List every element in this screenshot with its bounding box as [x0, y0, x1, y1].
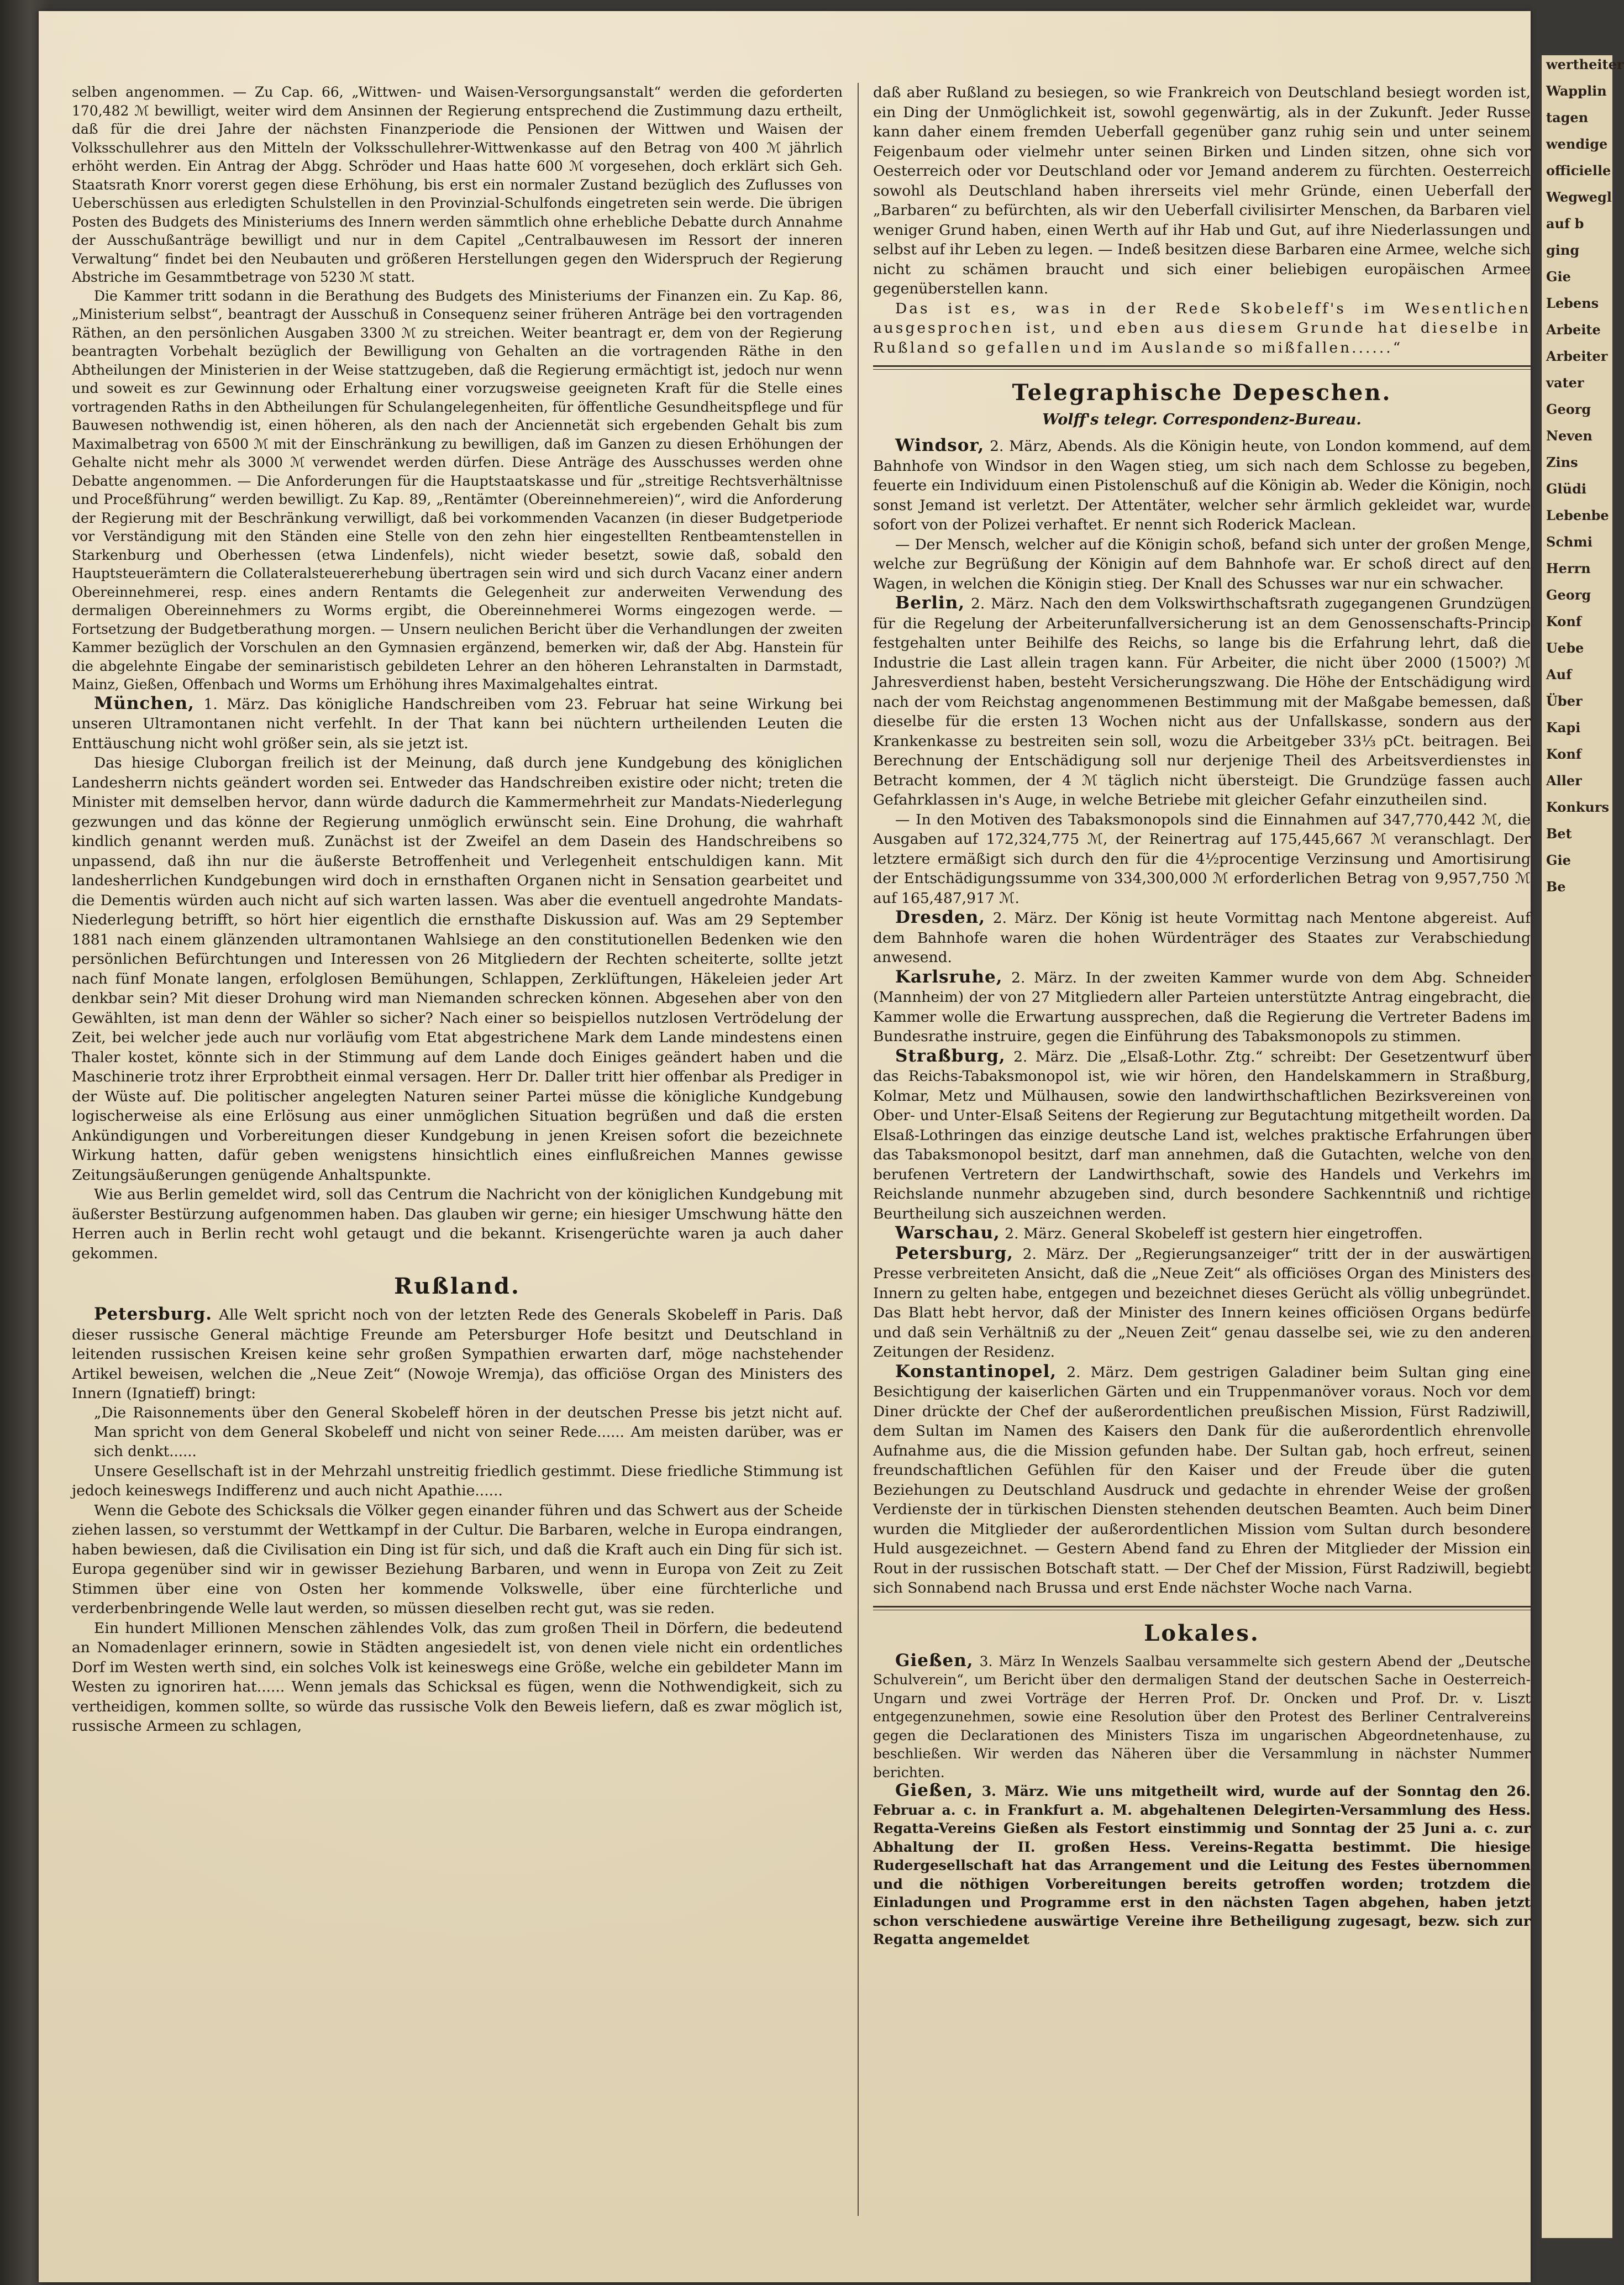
dateline-petersburg-2: Petersburg,: [895, 1243, 1014, 1263]
berlin-dispatch: [873, 593, 1531, 810]
muenchen-paragraph-2: Das hiesige Cluborgan freilich ist der Meinung, daß durch jene Kundgebung des königlichen Landesherrn nichts geändert worden sei. Entweder das Handschreiben existire oder nicht; treten die Minister mit demselben hervor, dann würde dadurch die Kammermehrheit zur Mandats-Niederlegung gezwungen und das könne der Regierung unmöglich erwünscht sein. Eine Drohung, die wahrhaft kindlich genannt werden muß. Zunächst ist der Zweifel an dem Dasein des Handschreibens so unpassend, daß ihn nur die äußerste Betroffenheit und Verlegenheit entschuldigen kann. Mit landesherrlichen Kundgebungen wird doch in ernsthaften Organen nicht in Sensation gearbeitet und die Dementis würden auch nicht auf sich warten lassen. Was aber die eventuell angedrohte Mandats-Niederlegung betrifft, so hört hier eigentlich die ernsthafte Diskussion auf. Was am 29 September 1881 nach einem glänzenden ultramontanen Wahlsiege an den constitutionellen Bedenken wie den persönlichen Befürchtungen und Interessen von 26 Mitgliedern der Rechten scheiterte, sollte jetzt nach fünf Monate langen, erfolglosen Bemühungen, Schlappen, Zerklüftungen, Häkeleien jeder Art denkbar sein? Mit dieser Drohung wird man Niemanden schrecken können. Abgesehen aber von den Gewählten, ist man denn der Wähler so sicher? Nach einer so beispiellos nutzlosen Vertrödelung der Zeit, bei welcher jede auch nur vorläufig vom Etat abgestrichene Mark dem Lande mindestens einen Thaler kostet, könnte sich in der Stimmung auf dem Lande doch Einiges geändert haben und die Maschinerie trotz ihrer Erprobtheit einmal versagen. Herr Dr. Daller tritt hier offenbar als Prediger in der Wüste auf. Die politischer angelegten Naturen seiner Partei müsse die königliche Kundgebung logischerweise als eine Erlösung aus einer unmöglichen Situation begrüßen und daß die ersten Ankündigungen und Vorbereitungen dieser Kundgebung in jenen Kreisen sofort die bezeichnete Wirkung hatten, dafür geben wenigstens hinsichtlich eines einflußreichen Mannes gewisse Zeitungsäußerungen genügende Anhaltspunkte.: [72, 754, 843, 1184]
giessen-text-2: 3. März. Wie uns mitgetheilt wird, wurde auf der Sonntag den 26. Februar a. c. in Frankfurt a. M. abgehaltenen Delegirten-Versammlung des Hess. Regatta-Vereins Gießen als Festort einstimmig und Sonntag der 25 Juni a. c. zur Abhaltung der II. großen Hess. Vereins-Regatta bestimmt. Die hiesige Rudergesellschaft hat das Arrangement und die Leitung des Festes übernommen und die nöthigen Vorbereitungen bereits getroffen worden; trotzdem die Einladungen und Programme erst in den nächsten Tagen abgehen, haben jetzt schon verschiedene auswärtige Vereine ihre Betheiligung zugesagt, bezw. sich zur Regatta angemeldet: [873, 1783, 1531, 1947]
dateline-giessen: Gießen,: [895, 1650, 974, 1671]
quote-paragraph-1: „Die Raisonnements über den General Skobeleff hören in der deutschen Presse bis jetzt nicht auf. Man spricht von dem General Skobeleff und nicht von seiner Rede...... Am meisten darüber, was er sich denkt......: [94, 1404, 843, 1460]
dresden-dispatch: [873, 908, 1531, 968]
strip-fragment: Gie: [1546, 852, 1571, 868]
konstantinopel-text-1: 2. März. Dem gestrigen Galadiner beim Sultan ging eine Besichtigung der kaiserlichen Gärten und ein Truppenmanöver voraus. Noch vor dem Diner drückte der Chef der außerordentlichen preußischen Mission, Fürst Radziwill, dem Sultan im Namen des Kaisers den Dank für die außerordentlich ehrenvolle Aufnahme aus, die die Mission gefunden habe. Der Sultan gab, hoch erfreut, seinen freundschaftlichen Gefühlen für den Kaiser und der Freude über die guten Beziehungen zu Deutschland Ausdruck und gedachte in ehrender Weise der großen Verdienste der in türkischen Diensten stehenden deutschen Beamten. Auch beim Diner wurden die Mitglieder der außerordentlichen Mission vom Sultan durch besondere Huld ausgezeichnet. — Gestern Abend fand zu Ehren der Mitglieder der Mission ein Rout in der russischen Botschaft statt. — Der Chef der Mission, Fürst Radziwill, begiebt sich Sonnabend nach Brussa und erst Ende nächster Woche nach Varna.: [873, 1363, 1531, 1596]
dateline-warschau: Warschau,: [895, 1223, 1000, 1243]
dateline-berlin: Berlin,: [895, 593, 965, 613]
budget-paragraph-1: selben angenommen. — Zu Cap. 66, „Wittwen- und Waisen-Versorgungsanstalt“ werden die geforderten 170,482 ℳ bewilligt, weiter wird dem Ansinnen der Regierung entsprechend die Zustimmung dazu ertheilt, daß für die drei Jahre der nächsten Finanzperiode die Pensionen der Wittwen und Waisen der Volksschullehrer aus den Mitteln der Volksschullehrer-Wittwenkasse auf den Betrag von 400 ℳ jährlich erhöht werden. Ein Antrag der Abgg. Schröder und Haas hatte 600 ℳ vorgesehen, doch erklärt sich Geh. Staatsrath Knorr vorerst gegen diese Erhöhung, bis erst ein normaler Zustand bezüglich des Zuflusses von Ueberschüssen aus erledigten Schulstellen in den Provinzial-Schulfonds eingetreten sein werde. Die übrigen Posten des Budgets des Ministeriums des Innern werden sämmtlich ohne erhebliche Debatte durch Annahme der Ausschußanträge bewilligt und nur in dem Capitel „Centralbauwesen im Ressort der inneren Verwaltung“ findet bei den Neubauten und größeren Herstellungen gegen den Widerspruch der Regierung Abstriche im Gesammtbetrage von 5230 ℳ statt.: [72, 84, 843, 285]
dateline-giessen-2: Gießen,: [895, 1780, 974, 1800]
dateline-petersburg: Petersburg.: [94, 1304, 213, 1324]
strip-fragment: ging: [1546, 242, 1580, 258]
section-rule: [873, 365, 1531, 370]
dateline-dresden: Dresden,: [895, 907, 986, 927]
strip-fragment: Wegwegl: [1546, 189, 1612, 205]
strip-fragment: Georg: [1546, 401, 1591, 417]
right-column: [873, 83, 1531, 2238]
windsor-text-1: 2. März, Abends. Als die Königin heute, von London kommend, auf dem Bahnhofe von Windsor in den Wagen stieg, um sich nach dem Schlosse zu begeben, feuerte ein Individuum einen Pistolenschuß auf die Königin ab. Weder die Königin, noch sonst Jemand ist verletzt. Der Attentäter, welcher sehr ärmlich gekleidet war, wurde sofort von der Polizei verhaftet. Er nennt sich Roderick Maclean.: [873, 438, 1531, 533]
strip-fragment: vater: [1546, 375, 1584, 391]
section-heading-lokales: Lokales.: [1144, 1620, 1260, 1646]
muenchen-article: [72, 694, 843, 754]
strassburg-dispatch: [873, 1047, 1531, 1224]
strip-fragment: Konkurs: [1546, 799, 1610, 815]
section-heading-russland: Rußland.: [394, 1273, 521, 1299]
petersburg-text-1: Alle Welt spricht noch von der letzten Rede des Generals Skobeleff in Paris. Daß dieser russische General mächtige Freunde am Petersburger Hofe besitzt und Deutschland in leitenden russischen Kreisen keine sehr großen Sympathien erwarten darf, möge nachstehender Artikel beweisen, welchen die „Neue Zeit“ (Nowoje Wremja), das officiöse Organ des Ministers des Innern (Ignatieff) bringt:: [72, 1306, 843, 1402]
petersburg-dispatch: [873, 1244, 1531, 1362]
giessen-text-1: 3. März In Wenzels Saalbau versammelte sich gestern Abend der „Deutsche Schulverein“, um Bericht über den dermaligen Stand der deutschen Sache in Oesterreich-Ungarn und zwei Vorträge der Herren Prof. Dr. Oncken und Prof. Dr. v. Liszt entgegenzunehmen, sowie eine Resolution über den Protest des Berliner Centralvereins gegen die Declarationen des Ministers Tisza im ungarischen Abgeordnetenhause, zu beschließen. Wir werden das Näheren über die Versammlung in nächster Nummer berichten.: [873, 1653, 1531, 1780]
strassburg-text-1: 2. März. Die „Elsaß-Lothr. Ztg.“ schreibt: Der Gesetzentwurf über das Reichs-Tabaksmonopol ist, wie wir hören, den Handelskammern in Straßburg, Kolmar, Metz und Mülhausen, sowie den landwirthschaftlichen Bezirksvereinen von Ober- und Unter-Elsaß Seitens der Regierung zur Begutachtung mitgetheilt worden. Da Elsaß-Lothringen das einzige deutsche Land ist, welches praktische Erfahrungen über das Tabaksmonopol besitzt, darf man annehmen, daß die Gutachten, welche von den berufenen Vertretern der Landwirthschaft, sowie des Handels und Verkehrs im Reichslande nunmehr abzugeben sind, durch besondere Sachkenntniß und richtige Beurtheilung sich auszeichnen werden.: [873, 1048, 1531, 1222]
strip-fragment: Herrn: [1546, 560, 1591, 576]
giessen-item-2: [873, 1782, 1531, 1949]
karlsruhe-text-1: 2. März. In der zweiten Kammer wurde von dem Abg. Schneider (Mannheim) der von 27 Mitgliedern aller Parteien unterstützte Antrag eingebracht, die Kammer wolle die Erwartung aussprechen, daß die Regierung die Vertreter Badens im Bundesrathe instruire, gegen die Einführung des Tabaksmonopols zu stimmen.: [873, 969, 1531, 1045]
strip-fragment: Glüdi: [1546, 481, 1586, 497]
warschau-text-1: 2. März. General Skobeleff ist gestern hier eingetroffen.: [1000, 1225, 1423, 1242]
quote-paragraph-4: Ein hundert Millionen Menschen zählendes Volk, das zum großen Theil in Dörfern, die bedeutend an Nomadenlager erinnern, sowie in Städten angesiedelt ist, von denen viele nicht ein ordentliches Dorf im Westen werth sind, ein solches Volk ist keineswegs eine Größe, welche ein gebildeter Mann im Westen zu ignoriren hat...... Wenn jemals das Schicksal es fügen, wenn die Nothwendigkeit, sich zu vertheidigen, kommen sollte, so würde das russische Volk den Beweis liefern, daß es zwar möglich ist, russische Armeen zu schlagen,: [72, 1619, 843, 1735]
budget-paragraph-2: Die Kammer tritt sodann in die Berathung des Budgets des Ministeriums der Finanzen ein. Zu Kap. 86, „Ministerium selbst“, beantragt der Ausschuß in Consequenz seiner früheren Anträge bei den vortragenden Räthen, an den persönlichen Ausgaben 3300 ℳ zu streichen. Weiter beantragt er, dem von der Regierung beantragten Vorbehalt bezüglich der Bewilligung von Gehalten an die vortragenden Räthe in den Abtheilungen der Ministerien in der Weise stattzugeben, daß die Regierung ermächtigt ist, jedoch nur wenn und soweit es zur Gewinnung oder Erhaltung einer vorzugsweise geeigneten Kraft für die Stelle eines vortragenden Raths in den Abtheilungen für Schulangelegenheiten, für öffentliche Gesundheitspflege und für Bauwesen nothwendig ist, einen höheren, als den nach der Anciennetät sich ergebenden Gehalt bis zum Maximalbetrag von 6500 ℳ mit der Einschränkung zu bewilligen, daß im Ganzen zu diesen Erhöhungen der Gehalte nicht mehr als 3000 ℳ verwendet werden dürfen. Diese Anträge des Ausschusses werden ohne Debatte angenommen. — Die Anforderungen für die Hauptstaatskasse und für „streitige Rechtsverhältnisse und Proceßführung“ werden bewilligt. Zu Kap. 89, „Rentämter (Obereinnehmereien)“, wird die Anforderung der Regierung mit der Beschränkung verwilligt, daß bei vorkommenden Vacanzen (in dieser Budgetperiode vor Verständigung mit den Ständen eine Stelle von den zehn hier eingestellten Rentbeamtenstellen in Starkenburg und Oberhessen (etwa Lindenfels), nicht wieder besetzt, sowie daß, sobald den Hauptsteuerämtern die Collateralsteuererhebung übertragen sein wird und sich durch Vacanz einer andern Obereinnehmerei, resp. eines andern Rentamts die Gelegenheit zur anderweiten Verwendung des dermaligen Obereinnehmers zu Worms ergibt, die Obereinnehmerei Worms eingezogen werde. — Fortsetzung der Budgetberathung morgen. — Unsern neulichen Bericht über die Verhandlungen der zweiten Kammer bezüglich der Vorschulen an den Gymnasien ergänzend, bemerken wir, daß der Abg. Hanstein für die abgelehnte Eingabe der seminaristisch gebildeten Lehrer an den höheren Lehranstalten in Darmstadt, Mainz, Gießen, Offenbach und Worms um Erhöhung ihres Maximalgehaltes eintrat.: [72, 287, 843, 692]
strip-fragment: Uebe: [1546, 640, 1584, 656]
konstantinopel-dispatch: [873, 1362, 1531, 1598]
dateline-windsor: Windsor,: [895, 435, 985, 455]
warschau-dispatch: [873, 1223, 1531, 1244]
strip-fragment: Über: [1546, 693, 1583, 709]
strip-fragment: Aller: [1546, 773, 1582, 789]
berlin-text-1: 2. März. Nach den dem Volkswirthschaftsrath zugegangenen Grundzügen für die Regelung der Arbeiterunfallversicherung ist an dem Genossenschafts-Princip festgehalten unter Beihilfe des Reichs, so lange bis die Erfahrung lehrt, daß die Industrie die Last allein tragen kann. Für Arbeiter, die nicht über 2000 (1500?) ℳ Jahresverdienst haben, besteht Versicherungszwang. Die Höhe der Entschädigung wird nach der vom Reichstag angenommenen Bestimmung mit der Maßgabe bemessen, daß dieselbe für die ersten 13 Wochen nicht aus der Unfallskasse, sondern aus der Krankenkasse zu bestreiten sein soll, wozu die Arbeitgeber 33⅓ pCt. beitragen. Bei Berechnung der Entschädigung soll nur derjenige Theil des Arbeitsverdienstes in Betracht kommen, der 4 ℳ täglich nicht übersteigt. Die Grundzüge fassen auch Gefahrklassen in's Auge, in welche Betriebe mit gleicher Gefahr einzutheilen sind.: [873, 595, 1531, 808]
strip-fragment: Gie: [1546, 269, 1571, 285]
strip-fragment: Zins: [1546, 454, 1578, 470]
agency-subheading: Wolff's telegr. Correspondenz-Bureau.: [1042, 411, 1362, 428]
strip-fragment: auf b: [1546, 216, 1584, 232]
petersburg-article: [72, 1305, 843, 1404]
windsor-dispatch: [873, 436, 1531, 535]
dateline-strassburg: Straßburg,: [895, 1046, 1006, 1066]
muenchen-paragraph-3: Wie aus Berlin gemeldet wird, soll das Centrum die Nachricht von der königlichen Kundgebung mit äußerster Bestürzung aufgenommen haben. Das glauben wir gerne; ein hiesiger Umschwung hätte den Herren auch in Berlin recht wohl getaugt und die bekannt. Krisengerüchte waren ja auch daher gekommen.: [72, 1186, 843, 1262]
strip-fragment: Wapplin: [1546, 83, 1607, 99]
strip-fragment: Be: [1546, 879, 1566, 895]
quote-paragraph-3: Wenn die Gebote des Schicksals die Völker gegen einander führen und das Schwert aus der Scheide ziehen lassen, so verstummt der Wettkampf in der Cultur. Die Barbaren, welche in Europa eindrangen, haben bewiesen, daß die Civilisation ein Ding ist für sich, und daß die Kraft auch ein Ding für sich ist. Europa gegenüber sind wir in gewisser Beziehung Barbaren, und wenn in Europa von Zeit zu Zeit Stimmen über eine von Osten her kommende Volkswelle, über eine fürchterliche und verderbenbringende Welle laut werden, so müssen dieselben recht gut, was sie reden.: [72, 1501, 843, 1617]
russland-continuation-1: daß aber Rußland zu besiegen, so wie Frankreich von Deutschland besiegt worden ist, ein Ding der Unmöglichkeit ist, sowohl gegenwärtig, als in der Zukunft. Jeder Russe kann daher einem fremden Ueberfall gegenüber ganz ruhig sein und unter seinem Feigenbaum oder vielmehr unter seinen Birken und Linden sitzen, ohne sich vor Oesterreich oder vor Deutschland oder vor Jemand anderem zu fürchten. Oesterreich sowohl als Deutschland haben ihrerseits viel mehr Gründe, einen Ueberfall der „Barbaren“ zu befürchten, als wir den Ueberfall civilisirter Menschen, da Barbaren viel weniger Grund haben, einen Werth auf ihr Hab und Gut, auf ihre Niederlassungen und selbst auf ihr Leben zu legen. — Indeß besitzen diese Barbaren eine Armee, welche sich nicht zu schämen braucht und sich einer beliebigen europäischen Armee gegenüberstellen kann.: [873, 84, 1531, 297]
strip-fragment: Konf: [1546, 613, 1582, 629]
karlsruhe-dispatch: [873, 968, 1531, 1047]
berlin-paragraph-2: — In den Motiven des Tabaksmonopols sind die Einnahmen auf 347,770,442 ℳ, die Ausgaben auf 172,324,775 ℳ, der Reinertrag auf 175,445,667 ℳ veranschlagt. Der letztere ermäßigt sich durch den für die 4½procentige Verzinsung und Amortisirung der Entschädigungssumme von 334,300,000 ℳ erforderlichen Betrag von 9,957,750 ℳ auf 165,487,917 ℳ.: [873, 811, 1531, 907]
strip-fragment: Lebens: [1546, 295, 1599, 311]
strip-fragment: tagen: [1546, 109, 1589, 125]
strip-fragment: Konf: [1546, 746, 1582, 762]
strip-fragment: Schmi: [1546, 534, 1593, 550]
strip-fragment: Georg: [1546, 587, 1591, 603]
strip-fragment: Auf: [1546, 666, 1572, 682]
left-column: [72, 83, 843, 2238]
strip-fragment: Arbeiter: [1546, 348, 1608, 364]
strip-fragment: Kapi: [1546, 719, 1581, 736]
dateline-muenchen: München,: [94, 693, 195, 713]
dateline-konstantinopel: Konstantinopel,: [895, 1361, 1057, 1381]
russland-continuation-2: Das ist es, was in der Rede Skobeleff's im Wesentlichen ausgesprochen ist, und eben aus diesem Grunde hat dieselbe in Rußland so gefallen und im Auslande so mißfallen......“: [873, 300, 1531, 356]
strip-fragment: wendige: [1546, 136, 1608, 152]
petersburg2-text-1: 2. März. Der „Regierungsanzeiger“ tritt der in der auswärtigen Presse verbreiteten Ansicht, daß die „Neue Zeit“ als officiöses Organ des Ministers des Innern zu gelten habe, entgegen und bezeichnet dieses Gerücht als völlig unbegründet. Das Blatt hebt hervor, daß der Minister des Innern keines officiösen Organs bedürfe und daß sein Verhältniß zu der „Neuen Zeit“ genau dasselbe sei, wie zu den anderen Zeitungen der Residenz.: [873, 1245, 1531, 1361]
muenchen-text-1: 1. März. Das königliche Handschreiben vom 23. Februar hat seine Wirkung bei unseren Ultramontanen nicht verfehlt. In der That kann bei nüchtern urtheilenden Leuten die Enttäuschung nicht wohl größer sein, als sie jetzt ist.: [72, 695, 843, 752]
column-divider: [858, 83, 859, 2216]
strip-fragment: Lebenbe: [1546, 507, 1609, 523]
strip-fragment: Neven: [1546, 428, 1593, 444]
dresden-text-1: 2. März. Der König ist heute Vormittag nach Mentone abgereist. Auf dem Bahnhofe waren die hohen Würdenträger des Staates zur Verabschiedung anwesend.: [873, 910, 1531, 966]
dateline-karlsruhe: Karlsruhe,: [895, 966, 1003, 987]
section-rule-lokales: [873, 1606, 1531, 1610]
giessen-item-1: [873, 1652, 1531, 1782]
strip-fragment: wertheiter: [1546, 56, 1624, 72]
adjacent-page-strip: [1542, 55, 1624, 2238]
strip-fragment: officielle: [1546, 162, 1611, 178]
strip-fragment: Arbeite: [1546, 322, 1601, 338]
section-heading-telegraphische-depeschen: Telegraphische Depeschen.: [1012, 380, 1392, 406]
strip-fragment: Bet: [1546, 826, 1572, 842]
quote-paragraph-2: Unsere Gesellschaft ist in der Mehrzahl unstreitig friedlich gestimmt. Diese friedliche Stimmung ist jedoch keineswegs Indifferenz und auch nicht Apathie......: [72, 1462, 843, 1499]
windsor-paragraph-2: — Der Mensch, welcher auf die Königin schoß, befand sich unter der großen Menge, welche zur Begrüßung der Königin auf dem Bahnhofe war. Er schoß direct auf den Wagen, in welchen die Königin stieg. Der Knall des Schusses war nur ein schwacher.: [873, 535, 1531, 592]
